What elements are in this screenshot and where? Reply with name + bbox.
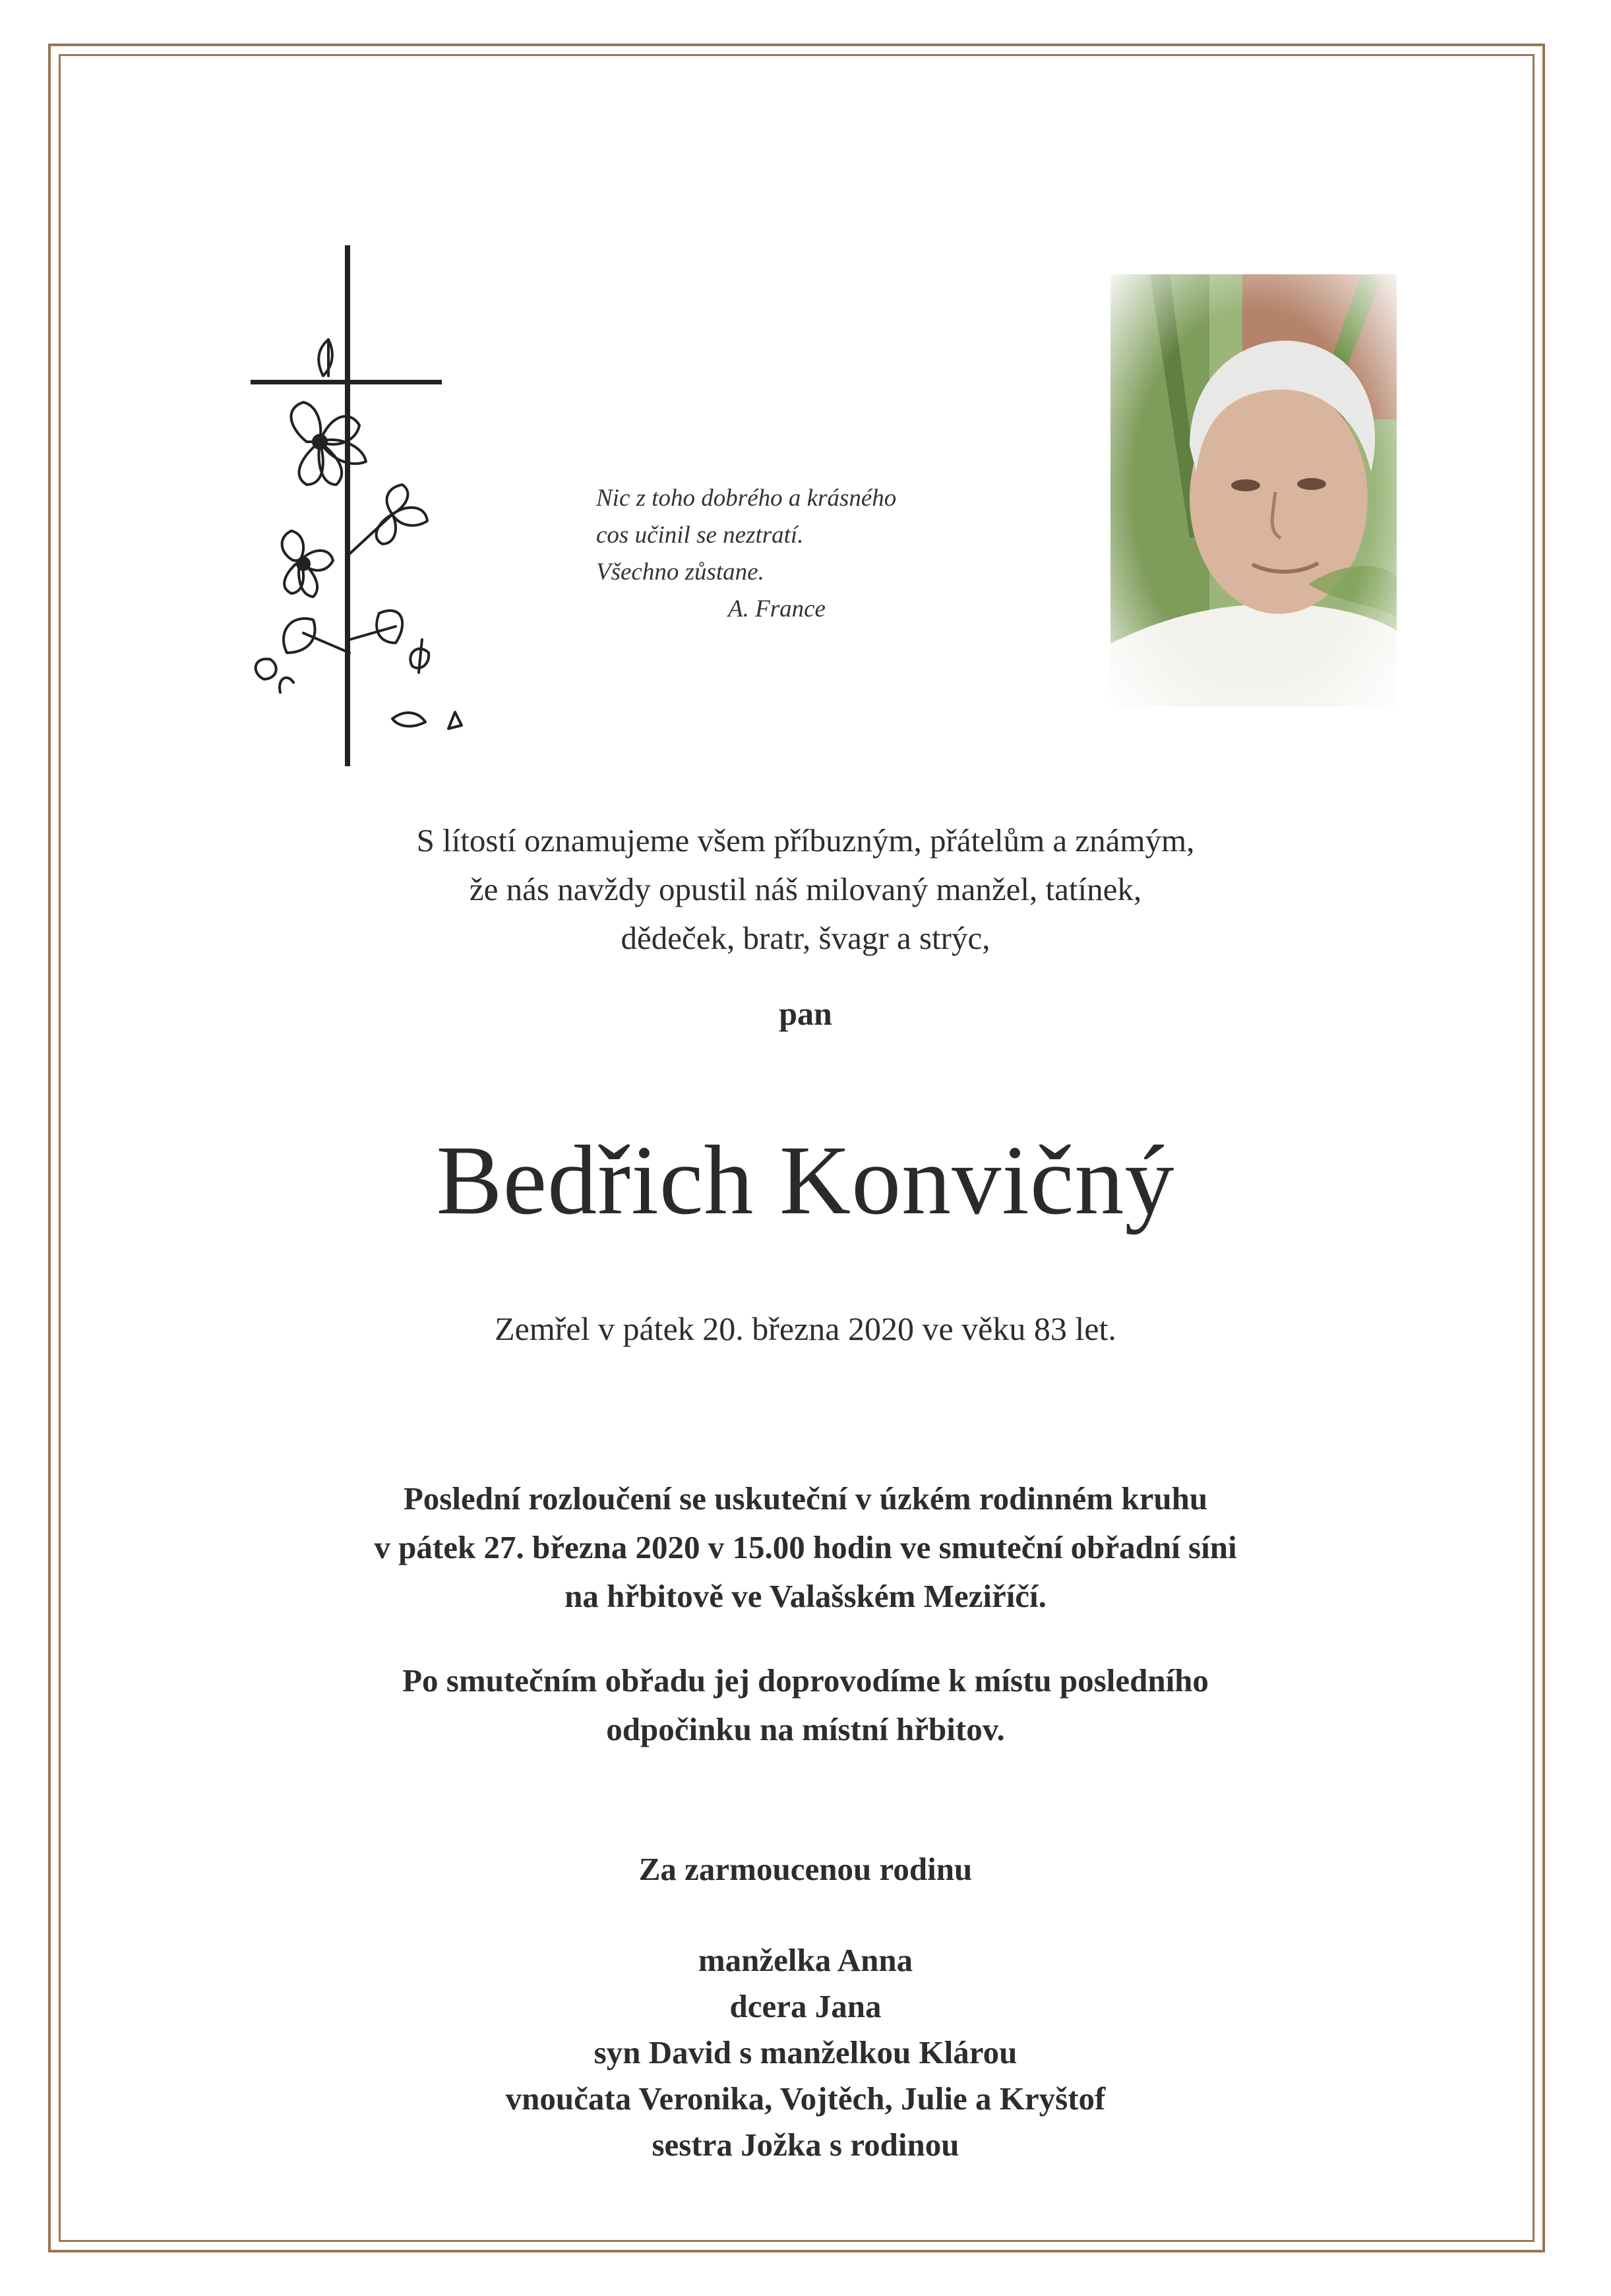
burial-line: odpočinku na místní hřbitov.	[606, 1711, 1005, 1747]
quote-line: cos učinil se neztratí.	[596, 522, 804, 549]
honorific: pan	[779, 995, 832, 1032]
family-member: syn David s manželkou Klárou	[593, 2034, 1018, 2070]
family-member: dcera Jana	[729, 1988, 882, 2024]
farewell-line: Poslední rozloučení se uskuteční v úzkém rodinném kruhu	[403, 1480, 1208, 1517]
family-member: manželka Anna	[698, 1942, 913, 1978]
epitaph-quote	[596, 480, 896, 628]
portrait-photo	[1110, 274, 1397, 707]
death-date: Zemřel v pátek 20. března 2020 ve věku 83 let.	[495, 1310, 1116, 1347]
family-members	[0, 1937, 1611, 2168]
announcement-intro	[0, 816, 1611, 963]
family-member: vnoučata Veronika, Vojtěch, Julie a Kryštof	[505, 2080, 1106, 2117]
farewell-info	[0, 1474, 1611, 1621]
quote-line: Všechno zůstane.	[596, 559, 764, 586]
quote-line: Nic z toho dobrého a krásného	[596, 485, 897, 512]
farewell-line: v pátek 27. března 2020 v 15.00 hodin ve smuteční obřadní síni	[374, 1529, 1237, 1565]
intro-line: že nás navždy opustil náš milovaný manžel, tatínek,	[469, 871, 1142, 907]
family-member: sestra Jožka s rodinou	[652, 2127, 959, 2163]
intro-line: dědeček, bratr, švagr a strýc,	[621, 920, 990, 956]
family-heading: Za zarmoucenou rodinu	[638, 1851, 973, 1887]
burial-info	[0, 1656, 1611, 1754]
burial-line: Po smutečním obřadu jej doprovodíme k místu posledního	[402, 1662, 1209, 1699]
deceased-name: Bedřich Konvičný	[436, 1126, 1175, 1235]
cross-with-flowers-icon	[251, 244, 475, 771]
quote-author: A. France	[728, 595, 826, 622]
farewell-line: na hřbitově ve Valašském Meziříčí.	[564, 1578, 1047, 1614]
intro-line: S lítostí oznamujeme všem příbuzným, přátelům a známým,	[416, 822, 1195, 859]
